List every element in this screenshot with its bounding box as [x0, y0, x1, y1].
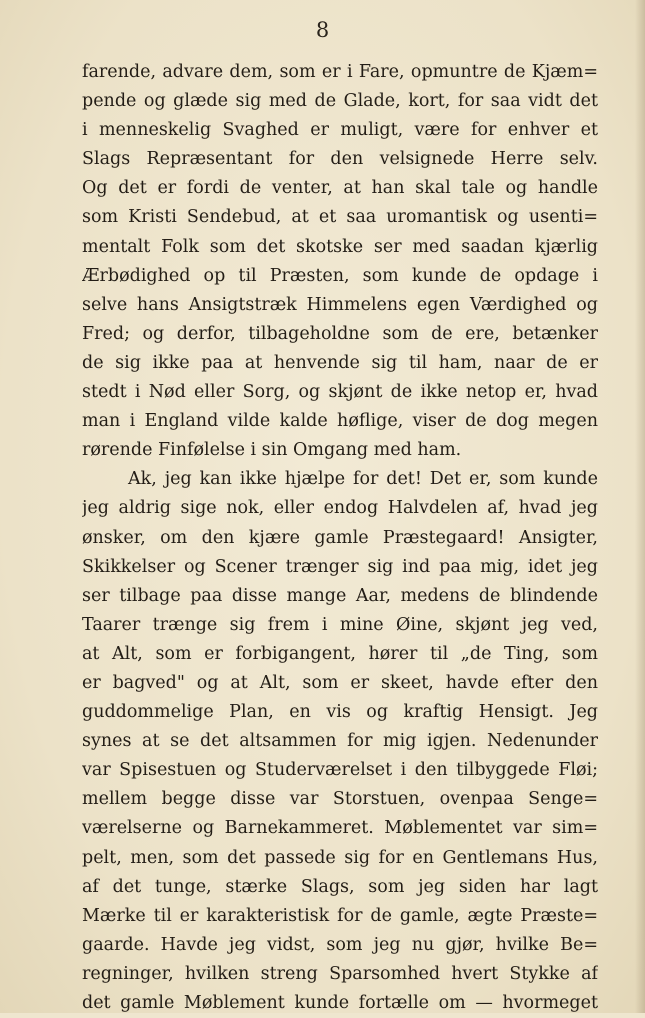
paragraph-end-line: rørende Finfølelse i sin Omgang med ham. [82, 440, 462, 461]
text-line: selve hans Ansigtstræk Himmelens egen Værdighed og [82, 294, 598, 315]
paragraph-start-line: Ak, jeg kan ikke hjælpe for det! Det er, som kunde [128, 469, 598, 490]
text-line: det gamle Møblement kunde fortælle om — hvormeget [82, 993, 598, 1013]
text-line: synes at se det altsammen for mig igjen. Nedenunder [82, 731, 598, 752]
text-line: pelt, men, som det passede sig for en Gentlemans Hus, [82, 847, 598, 868]
text-line: Mærke til er karakteristisk for de gamle, ægte Præste= [82, 905, 598, 926]
page-number: 8 [315, 18, 330, 42]
text-line: gaarde. Havde jeg vidst, som jeg nu gjør, hvilke Be= [82, 934, 598, 955]
text-line: ønsker, om den kjære gamle Præstegaard! Ansigter, [82, 527, 598, 548]
text-line: mentalt Folk som det skotske ser med saadan kjærlig [82, 236, 598, 257]
text-line: mellem begge disse var Storstuen, ovenpaa Senge= [82, 789, 598, 810]
text-line: af det tunge, stærke Slags, som jeg siden har lagt [82, 876, 598, 897]
text-line: Ærbødighed op til Præsten, som kunde de opdage i [82, 265, 598, 286]
text-line: de sig ikke paa at henvende sig til ham, naar de er [82, 352, 598, 373]
page-edge-shadow [635, 0, 645, 1013]
text-line: Fred; og derfor, tilbageholdne som de ere, betænker [82, 323, 598, 344]
text-line: Og det er fordi de venter, at han skal tale og handle [82, 178, 598, 199]
text-line: Skikkelser og Scener trænger sig ind paa mig, idet jeg [82, 556, 598, 577]
text-line: at Alt, som er forbigangent, hører til „de Ting, som [82, 643, 598, 664]
text-line: ser tilbage paa disse mange Aar, medens de blindende [82, 585, 598, 606]
text-line: Slags Repræsentant for den velsignede Herre selv. [82, 149, 598, 170]
text-line: regninger, hvilken streng Sparsomhed hvert Stykke af [82, 963, 598, 984]
text-line: værelserne og Barnekammeret. Møblementet var sim= [82, 818, 598, 839]
text-line: pende og glæde sig med de Glade, kort, for saa vidt det [82, 91, 598, 112]
text-line: farende, advare dem, som er i Fare, opmuntre de Kjæm= [82, 62, 598, 82]
text-line: i menneskelig Svaghed er muligt, være for enhver et [82, 120, 598, 141]
text-line: jeg aldrig sige nok, eller endog Halvdelen af, hvad jeg [82, 498, 598, 519]
text-line: som Kristi Sendebud, at et saa uromantisk og usenti= [82, 207, 598, 228]
text-line: Taarer trænge sig frem i mine Øine, skjønt jeg ved, [82, 614, 598, 635]
text-line: guddommelige Plan, en vis og kraftig Hensigt. Jeg [82, 702, 598, 723]
text-line: var Spisestuen og Studerværelset i den tilbyggede Fløi; [82, 760, 598, 781]
body-text [82, 58, 598, 1018]
text-line: man i England vilde kalde høflige, viser de dog megen [82, 411, 598, 432]
text-line: stedt i Nød eller Sorg, og skjønt de ikke netop er, hvad [82, 382, 598, 403]
text-line: er bagved" og at Alt, som er skeet, havde efter den [82, 672, 598, 693]
